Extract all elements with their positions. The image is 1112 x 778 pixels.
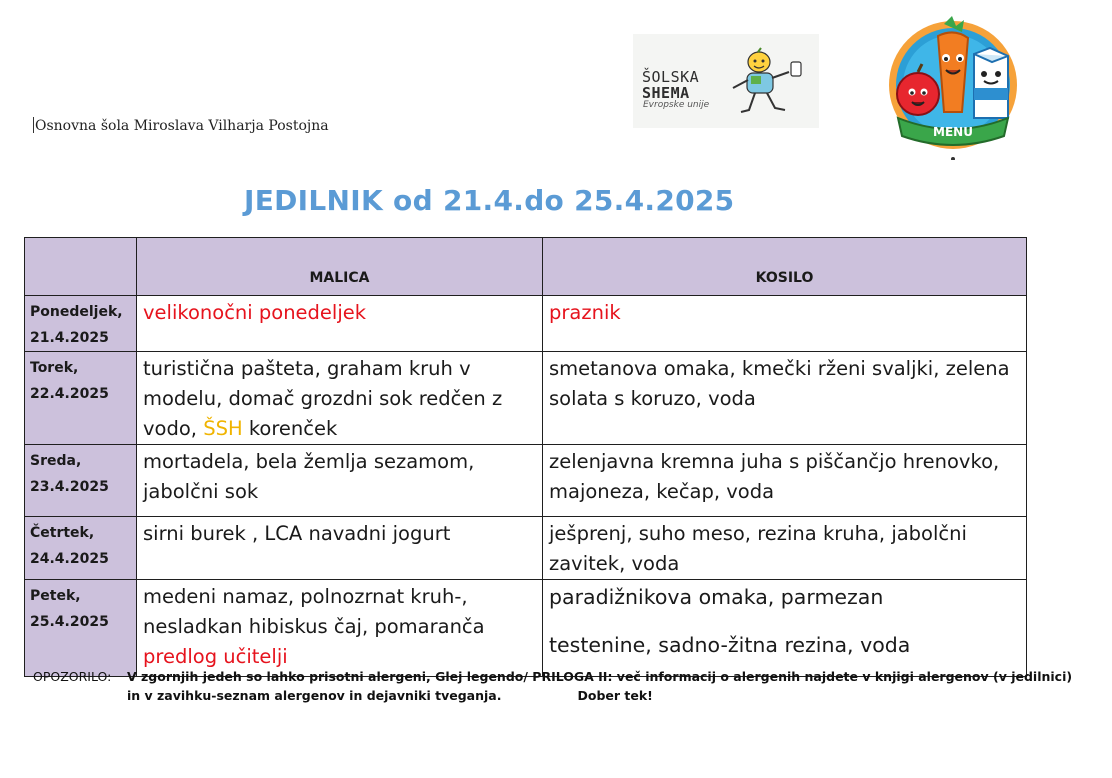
- note-label: OPOZORILO:: [33, 669, 112, 684]
- day-name: Petek,: [30, 588, 81, 604]
- table-row: [25, 517, 1027, 580]
- kosilo-cell: [543, 517, 1027, 580]
- note-line1: V zgornjih jedeh so lahko prisotni alergeni, Glej legendo/ PRILOGA II: več informacij o alergenih najdete v knjigi alergenov (v jedilnici): [127, 669, 1073, 684]
- kosilo-text: praznik: [549, 301, 621, 324]
- kosilo-cell: [543, 352, 1027, 445]
- malica-cell: [137, 352, 543, 445]
- day-name: Ponedeljek,: [30, 304, 123, 320]
- school-name-text: Osnovna šola Miroslava Vilharja Postojna: [35, 118, 329, 134]
- table-row: [25, 352, 1027, 445]
- table-row: [25, 445, 1027, 517]
- text-cursor: [33, 117, 34, 133]
- day-date: 23.4.2025: [30, 479, 109, 495]
- kosilo-cell: [543, 580, 1027, 677]
- kosilo-text: zelenjavna kremna juha s piščančjo hrenovko, majoneza, kečap, voda: [549, 450, 1000, 503]
- day-cell: [25, 517, 137, 580]
- malica-cell: [137, 517, 543, 580]
- solska-shema-logo: [633, 34, 819, 128]
- page-title: JEDILNIK od 21.4.do 25.4.2025: [244, 184, 735, 217]
- menu-logo-label: MENU: [933, 125, 973, 139]
- malica-text: medeni namaz, polnozrnat kruh-, nesladkan hibiskus čaj, pomaranča: [143, 585, 485, 638]
- day-date: 24.4.2025: [30, 551, 109, 567]
- day-date: 21.4.2025: [30, 330, 109, 346]
- day-cell: [25, 296, 137, 352]
- malica-cell: [137, 445, 543, 517]
- kosilo-text: smetanova omaka, kmečki rženi svaljki, zelena solata s koruzo, voda: [549, 357, 1010, 410]
- table-header-row: [25, 238, 1027, 296]
- malica-text: sirni burek , LCA navadni jogurt: [143, 522, 451, 545]
- kosilo-line1: paradižnikova omaka, parmezan: [549, 585, 884, 609]
- day-date: 22.4.2025: [30, 386, 109, 402]
- logo-shema-line2: SHEMA: [642, 84, 690, 102]
- note-line2: [127, 688, 653, 703]
- day-cell: [25, 580, 137, 677]
- header-malica: MALICA: [137, 238, 543, 296]
- day-name: Sreda,: [30, 453, 82, 469]
- menu-table: [24, 237, 1027, 677]
- header-kosilo: KOSILO: [543, 238, 1027, 296]
- malica-note: predlog učitelji: [143, 645, 288, 668]
- kosilo-cell: [543, 296, 1027, 352]
- day-cell: [25, 352, 137, 445]
- day-name: Četrtek,: [30, 525, 95, 541]
- ssh-badge: ŠSH: [203, 417, 243, 440]
- kosilo-line2: testenine, sadno-žitna rezina, voda: [549, 633, 911, 657]
- malica-cell: [137, 296, 543, 352]
- malica-text: velikonočni ponedeljek: [143, 301, 367, 324]
- malica-text: turistična pašteta, graham kruh v modelu, domač grozdni sok redčen z vodo,: [143, 357, 503, 440]
- malica-text-end: korenček: [248, 417, 338, 440]
- school-name: [33, 117, 329, 134]
- header-empty-cell: [25, 238, 137, 296]
- malica-text: mortadela, bela žemlja sezamom, jabolčni sok: [143, 450, 475, 503]
- mascot-icon: [731, 46, 817, 124]
- menu-logo: [882, 14, 1024, 160]
- kosilo-text: ješprenj, suho meso, rezina kruha, jabolčni zavitek, voda: [549, 522, 967, 575]
- kosilo-cell: [543, 445, 1027, 517]
- malica-cell: [137, 580, 543, 677]
- table-row: [25, 296, 1027, 352]
- table-row: [25, 580, 1027, 677]
- day-cell: [25, 445, 137, 517]
- logo-shema-line1: ŠOLSKA: [642, 68, 700, 86]
- note-closing: Dober tek!: [577, 688, 653, 703]
- logo-shema-line3: Evropske unije: [643, 100, 710, 110]
- day-date: 25.4.2025: [30, 614, 109, 630]
- day-name: Torek,: [30, 360, 79, 376]
- note-line2-text: in v zavihku-seznam alergenov in dejavniki tveganja.: [127, 688, 502, 703]
